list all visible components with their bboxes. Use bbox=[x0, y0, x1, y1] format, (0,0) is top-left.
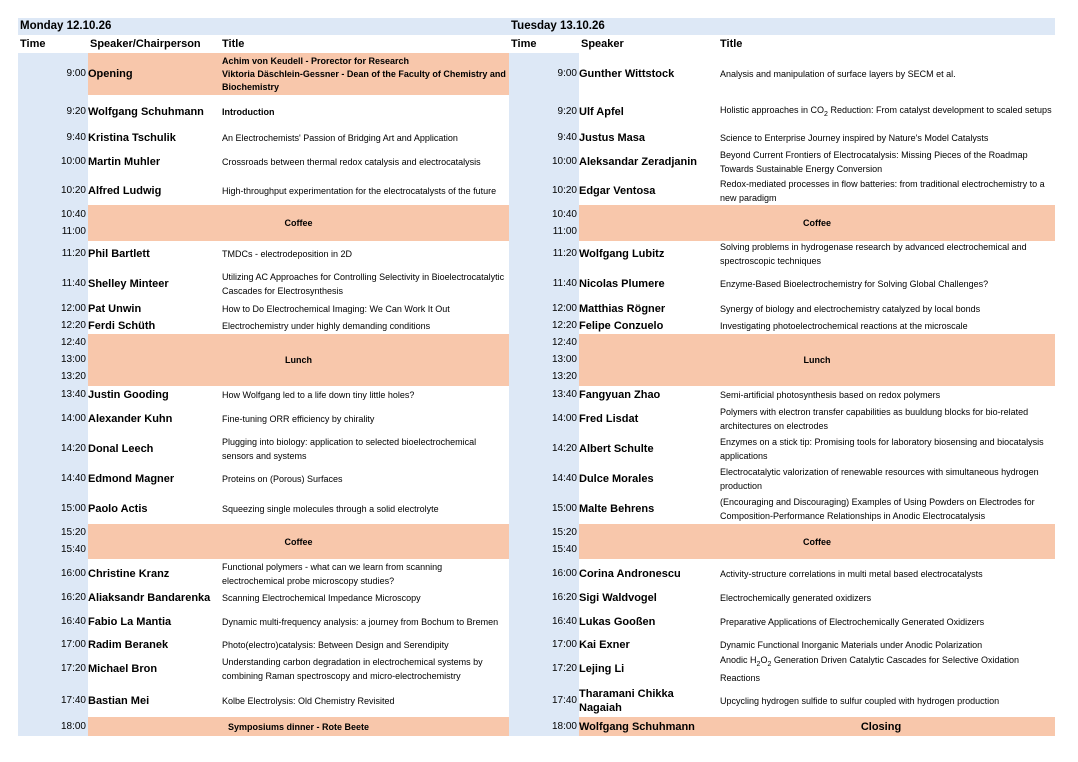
monday-schedule bbox=[18, 18, 509, 736]
session-row bbox=[509, 95, 1055, 129]
row-title: Activity-structure correlations in multi metal based electrocatalysts bbox=[720, 569, 983, 579]
row-time: 17:00 bbox=[60, 639, 86, 650]
row-speaker: Aliaksandr Bandarenka bbox=[88, 592, 211, 604]
row-title: Analysis and manipulation of surface layers by SECM et al. bbox=[720, 69, 956, 79]
row-title: Proteins on (Porous) Surfaces bbox=[222, 473, 343, 484]
row-time: 12:00 bbox=[551, 302, 577, 314]
row-speaker: Matthias Rögner bbox=[579, 302, 666, 315]
row-time: 9:00 bbox=[66, 68, 86, 79]
session-row bbox=[509, 317, 1055, 334]
session-row bbox=[18, 386, 509, 404]
row-speaker: Ulf Apfel bbox=[579, 106, 624, 118]
row-speaker: Lejing Li bbox=[579, 663, 625, 675]
row-time: 9:20 bbox=[557, 106, 577, 117]
break-row bbox=[509, 205, 1055, 241]
row-time: 15:00 bbox=[551, 502, 577, 514]
row-title: Solving problems in hydrogenase research by advanced electrochemical and spectroscopic techniques bbox=[720, 242, 1027, 266]
col-title: Title bbox=[222, 38, 245, 50]
row-title: How to Do Electrochemical Imaging: We Can Work It Out bbox=[222, 303, 450, 314]
row-time: 14:00 bbox=[551, 412, 577, 424]
session-row bbox=[509, 636, 1055, 654]
row-time: 16:00 bbox=[551, 568, 577, 579]
row-time: 17:40 bbox=[60, 694, 86, 706]
row-speaker: Alfred Ludwig bbox=[88, 184, 162, 197]
row-speaker: Felipe Conzuelo bbox=[579, 319, 664, 332]
column-headers bbox=[18, 35, 509, 53]
row-time: 9:20 bbox=[66, 106, 86, 117]
row-speaker: Alexander Kuhn bbox=[88, 412, 173, 425]
row-speaker: Gunther Wittstock bbox=[579, 68, 675, 80]
row-title: Synergy of biology and electrochemistry catalyzed by local bonds bbox=[720, 303, 981, 314]
row-time: 11:40 bbox=[61, 277, 86, 289]
row-title: Preparative Applications of Electrochemically Generated Oxidizers bbox=[720, 616, 985, 627]
row-title: Electrochemically generated oxidizers bbox=[720, 593, 872, 603]
break-row bbox=[18, 524, 509, 559]
session-row bbox=[18, 684, 509, 717]
coffee-break: Coffee bbox=[88, 524, 509, 559]
row-speaker: Malte Behrens bbox=[579, 502, 655, 515]
session-row bbox=[509, 241, 1055, 267]
row-title: Crossroads between thermal redox catalysis and electrocatalysis bbox=[222, 156, 481, 167]
row-title: Plugging into biology: application to selected bioelectrochemical sensors and systems bbox=[222, 436, 477, 461]
coffee-break: Coffee bbox=[579, 205, 1055, 241]
session-row bbox=[509, 433, 1055, 464]
row-speaker: Ferdi Schüth bbox=[88, 319, 156, 332]
row-speaker: Albert Schulte bbox=[579, 442, 654, 455]
session-row bbox=[18, 464, 509, 493]
row-speaker: Tharamani Chikka Nagaiah bbox=[579, 687, 674, 714]
row-title: Dynamic Functional Inorganic Materials under Anodic Polarization bbox=[720, 640, 983, 650]
row-speaker: Wolfgang Lubitz bbox=[579, 248, 665, 260]
row-speaker: Fangyuan Zhao bbox=[579, 389, 661, 401]
row-title: Redox-mediated processes in flow batteries: from traditional electrochemistry to a new paradigm bbox=[720, 178, 1045, 203]
row-title: Electrochemistry under highly demanding conditions bbox=[222, 320, 431, 331]
row-title: High-throughput experimentation for the electrocatalysts of the future bbox=[222, 185, 497, 196]
row-title: Utilizing AC Approaches for Controlling Selectivity in Bioelectrocatalytic Cascades for Electrosynthesis bbox=[222, 271, 505, 296]
row-time: 12:20 bbox=[60, 319, 86, 331]
row-time: 11:00 bbox=[61, 226, 86, 237]
session-row bbox=[509, 464, 1055, 493]
session-row bbox=[509, 267, 1055, 300]
row-time: 9:00 bbox=[557, 68, 577, 79]
row-speaker: Fred Lisdat bbox=[579, 412, 639, 425]
session-row bbox=[509, 559, 1055, 589]
row-time: 14:20 bbox=[551, 442, 577, 454]
row-speaker: Michael Bron bbox=[88, 663, 158, 675]
row-speaker: Fabio La Mantia bbox=[88, 615, 172, 628]
session-row bbox=[18, 300, 509, 317]
session-row bbox=[18, 559, 509, 589]
column-headers bbox=[509, 35, 1055, 53]
row-time: 13:20 bbox=[60, 371, 86, 382]
row-time: 13:00 bbox=[60, 354, 86, 365]
session-row bbox=[18, 176, 509, 205]
col-speaker: Speaker/Chairperson bbox=[90, 38, 201, 50]
session-row bbox=[18, 129, 509, 147]
row-time: 11:20 bbox=[552, 248, 577, 259]
session-row bbox=[18, 147, 509, 176]
break-row bbox=[509, 334, 1055, 386]
session-row bbox=[509, 147, 1055, 176]
break-row bbox=[18, 205, 509, 241]
row-time: 17:40 bbox=[551, 694, 577, 706]
session-row bbox=[509, 386, 1055, 404]
row-speaker: Nicolas Plumere bbox=[579, 277, 665, 290]
row-time: 17:20 bbox=[551, 663, 577, 674]
row-time: 18:00 bbox=[551, 720, 577, 732]
row-time: 11:20 bbox=[61, 248, 86, 259]
row-speaker: Shelley Minteer bbox=[88, 277, 169, 290]
day-header-monday: Monday 12.10.26 bbox=[18, 18, 509, 35]
row-speaker: Kai Exner bbox=[579, 639, 630, 651]
row-time: 13:00 bbox=[551, 354, 577, 365]
row-title: How Wolfgang led to a life down tiny little holes? bbox=[222, 390, 415, 400]
row-speaker: Christine Kranz bbox=[88, 568, 170, 580]
row-time: 17:00 bbox=[551, 639, 577, 650]
row-time: 12:40 bbox=[551, 337, 577, 348]
day-header-tuesday: Tuesday 13.10.26 bbox=[509, 18, 1055, 35]
row-time: 12:00 bbox=[60, 302, 86, 314]
row-time: 10:40 bbox=[60, 209, 86, 220]
row-speaker: Pat Unwin bbox=[88, 302, 142, 315]
session-row bbox=[18, 654, 509, 684]
break-row bbox=[509, 524, 1055, 559]
row-title: Fine-tuning ORR efficiency by chirality bbox=[222, 413, 375, 424]
row-title: Enzyme-Based Bioelectrochemistry for Solving Global Challenges? bbox=[720, 278, 989, 289]
session-row bbox=[18, 589, 509, 607]
row-title: Dynamic multi-frequency analysis: a journey from Bochum to Bremen bbox=[222, 616, 499, 627]
row-time: 15:20 bbox=[551, 527, 577, 538]
row-time: 10:20 bbox=[60, 184, 86, 196]
row-time: 15:20 bbox=[60, 527, 86, 538]
row-speaker: Martin Muhler bbox=[88, 155, 161, 168]
row-title: (Encouraging and Discouraging) Examples of Using Powders on Electrodes for Composition-Performance Relationships in Anodic Electrocatalysis bbox=[720, 496, 1035, 521]
row-time: 10:20 bbox=[551, 184, 577, 196]
row-time: 16:20 bbox=[551, 592, 577, 603]
row-title: Squeezing single molecules through a solid electrolyte bbox=[222, 503, 439, 514]
row-time: 16:20 bbox=[60, 592, 86, 603]
row-speaker: Opening bbox=[88, 68, 133, 80]
row-title: An Electrochemists' Passion of Bridging Art and Application bbox=[222, 133, 458, 143]
session-row bbox=[18, 433, 509, 464]
row-time: 16:40 bbox=[60, 615, 86, 627]
session-row bbox=[18, 267, 509, 300]
row-time: 16:00 bbox=[60, 568, 86, 579]
session-row bbox=[18, 53, 509, 95]
session-row bbox=[18, 607, 509, 636]
dinner-band: Symposiums dinner - Rote Beete bbox=[88, 717, 509, 736]
row-title: Closing bbox=[860, 720, 902, 733]
col-title: Title bbox=[720, 38, 743, 50]
lunch-break: Lunch bbox=[88, 334, 509, 386]
session-row bbox=[509, 589, 1055, 607]
session-row bbox=[509, 607, 1055, 636]
row-title: Semi-artificial photosynthesis based on redox polymers bbox=[720, 390, 941, 400]
row-title: Kolbe Electrolysis: Old Chemistry Revisited bbox=[222, 695, 395, 706]
row-time: 17:20 bbox=[60, 663, 86, 674]
session-row bbox=[509, 53, 1055, 95]
row-title: Polymers with electron transfer capabilities as buuldung blocks for bio-related architectures on electrodes bbox=[720, 406, 1029, 431]
row-speaker: Justin Gooding bbox=[88, 389, 169, 401]
coffee-break: Coffee bbox=[88, 205, 509, 241]
row-title: Photo(electro)catalysis: Between Design and Serendipity bbox=[222, 640, 449, 650]
row-speaker: Justus Masa bbox=[579, 132, 646, 144]
session-row bbox=[509, 300, 1055, 317]
row-title: Introduction bbox=[222, 107, 275, 117]
break-row bbox=[18, 717, 509, 736]
row-speaker: Paolo Actis bbox=[88, 502, 148, 515]
row-speaker: Dulce Morales bbox=[579, 472, 654, 485]
row-speaker: Kristina Tschulik bbox=[88, 132, 176, 144]
tuesday-schedule bbox=[509, 18, 1055, 736]
row-speaker: Lukas Gooßen bbox=[579, 615, 656, 628]
row-time: 13:40 bbox=[551, 389, 577, 400]
col-time: Time bbox=[20, 38, 46, 50]
coffee-break: Coffee bbox=[579, 524, 1055, 559]
row-title: TMDCs - electrodeposition in 2D bbox=[222, 249, 353, 259]
row-time: 15:00 bbox=[60, 502, 86, 514]
row-time: 13:40 bbox=[60, 389, 86, 400]
row-title: Enzymes on a stick tip: Promising tools for laboratory biosensing and biocatalysis applications bbox=[720, 436, 1044, 461]
row-time: 15:40 bbox=[551, 544, 577, 555]
session-row bbox=[509, 404, 1055, 433]
lunch-break: Lunch bbox=[579, 334, 1055, 386]
session-row bbox=[18, 95, 509, 129]
row-time: 13:20 bbox=[551, 371, 577, 382]
session-row bbox=[18, 317, 509, 334]
col-time: Time bbox=[511, 38, 537, 50]
row-title: Electrocatalytic valorization of renewable resources with simultaneous hydrogen production bbox=[720, 466, 1039, 491]
row-speaker: Corina Andronescu bbox=[579, 568, 681, 580]
row-speaker: Sigi Waldvogel bbox=[579, 592, 657, 604]
row-time: 9:40 bbox=[66, 132, 86, 143]
row-title: Holistic approaches in $CO_2$ Reduction: From catalyst development to scaled setups bbox=[720, 104, 1052, 118]
row-title: Achim von Keudell - Prorector for Research Viktoria Däschlein-Gessner - Dean of the Faculty of Chemistry and Biochemistry bbox=[222, 55, 506, 92]
row-time: 11:00 bbox=[552, 226, 577, 237]
row-speaker: Aleksandar Zeradjanin bbox=[579, 155, 697, 168]
row-time: 12:40 bbox=[60, 337, 86, 348]
row-title: Functional polymers - what can we learn from scanning electrochemical probe microscopy studies? bbox=[222, 562, 443, 586]
closing-row bbox=[509, 717, 1055, 736]
session-row bbox=[509, 684, 1055, 717]
row-time: 9:40 bbox=[557, 132, 577, 143]
row-speaker: Edmond Magner bbox=[88, 472, 175, 485]
row-time: 12:20 bbox=[551, 319, 577, 331]
row-title: Anodic $H_2O_2$ Generation Driven Catalytic Cascades for Selective Oxidation Reactions bbox=[720, 654, 1019, 684]
session-row bbox=[18, 241, 509, 267]
session-row bbox=[18, 404, 509, 433]
row-speaker: Wolfgang Schuhmann bbox=[579, 720, 695, 733]
row-time: 10:00 bbox=[551, 155, 577, 167]
row-title: Scanning Electrochemical Impedance Microscopy bbox=[222, 593, 421, 603]
session-row bbox=[18, 493, 509, 524]
session-row bbox=[509, 129, 1055, 147]
row-time: 11:40 bbox=[552, 277, 577, 289]
session-row bbox=[18, 636, 509, 654]
row-speaker: Radim Beranek bbox=[88, 639, 169, 651]
break-row bbox=[18, 334, 509, 386]
row-time: 10:40 bbox=[551, 209, 577, 220]
session-row bbox=[509, 654, 1055, 684]
row-time: 14:40 bbox=[60, 472, 86, 484]
row-time: 10:00 bbox=[60, 155, 86, 167]
row-speaker: Wolfgang Schuhmann bbox=[88, 106, 204, 118]
session-row bbox=[509, 176, 1055, 205]
row-time: 15:40 bbox=[60, 544, 86, 555]
row-time: 16:40 bbox=[551, 615, 577, 627]
row-time: 14:00 bbox=[60, 412, 86, 424]
row-time: 18:00 bbox=[60, 720, 86, 732]
row-time: 14:40 bbox=[551, 472, 577, 484]
session-row bbox=[509, 493, 1055, 524]
col-speaker: Speaker bbox=[581, 38, 624, 50]
row-speaker: Donal Leech bbox=[88, 442, 154, 455]
row-speaker: Bastian Mei bbox=[88, 694, 150, 707]
row-speaker: Edgar Ventosa bbox=[579, 184, 656, 197]
row-time: 14:20 bbox=[60, 442, 86, 454]
row-title: Understanding carbon degradation in electrochemical systems by combining Raman spectroscopy and micro-electrochemistry bbox=[222, 657, 483, 681]
row-title: Investigating photoelectrochemical reactions at the microscale bbox=[720, 320, 968, 331]
row-title: Beyond Current Frontiers of Electrocatalysis: Missing Pieces of the Roadmap Towards Sustainable Energy Conversion bbox=[720, 149, 1028, 174]
row-speaker: Phil Bartlett bbox=[88, 248, 150, 260]
row-title: Science to Enterprise Journey inspired by Nature's Model Catalysts bbox=[720, 133, 989, 143]
row-title: Upcycling hydrogen sulfide to sulfur coupled with hydrogen production bbox=[720, 695, 1000, 706]
